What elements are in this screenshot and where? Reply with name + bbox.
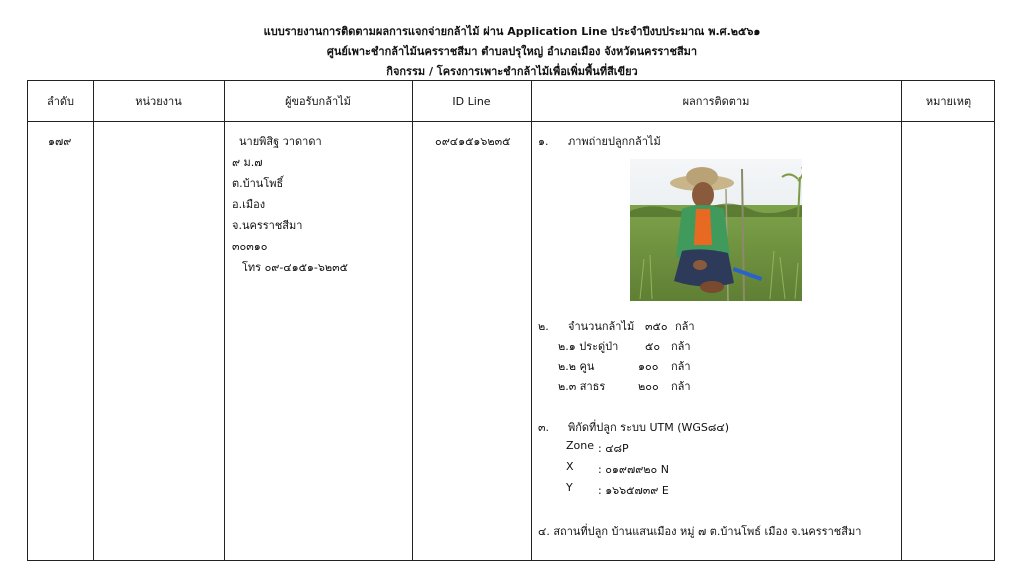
col-header-agency: หน่วยงาน xyxy=(135,95,182,108)
section-2-label: จำนวนกล้าไม้ xyxy=(568,320,635,333)
col-header-id-line: ID Line xyxy=(452,94,491,108)
column-divider xyxy=(901,81,902,560)
report-subtitle-activity: กิจกรรม / โครงการเพาะชำกล้าไม้เพื่อเพิ่มพื้นที่สีเขียว xyxy=(386,65,638,78)
utm-y-label: Y xyxy=(566,481,573,494)
utm-x-label: X xyxy=(566,460,574,473)
section-3-number: ๓. xyxy=(538,421,550,434)
utm-zone-value: : ๔๘P xyxy=(598,442,629,455)
col-header-index: ลำดับ xyxy=(46,95,75,108)
id-line-value: ๐๙๔๑๕๑๖๒๓๕ xyxy=(435,135,511,148)
utm-y-value: : ๑๖๖๕๗๓๙ E xyxy=(598,484,669,497)
report-title: แบบรายงานการติดตามผลการแจกจ่ายกล้าไม้ ผ่าน Application Line ประจำปีงบประมาณ พ.ศ.๒๕๖๑ xyxy=(263,25,761,38)
column-divider xyxy=(224,81,225,560)
utm-x-value: : ๐๑๙๗๙๒๐ N xyxy=(598,463,669,476)
section-2-number: ๒. xyxy=(538,320,549,333)
seedling-item-qty: ๑๐๐ xyxy=(638,360,659,373)
row-index: ๑๗๙ xyxy=(48,135,72,148)
seedling-item-qty: ๒๐๐ xyxy=(638,380,659,393)
col-header-remark: หมายเหตุ xyxy=(925,95,972,108)
recipient-address-line: จ.นครราชสีมา xyxy=(232,219,303,232)
recipient-phone: โทร ๐๙-๔๑๕๑-๖๒๓๕ xyxy=(242,261,348,274)
seedling-item-name: ๒.๓ สาธร xyxy=(558,380,606,393)
planting-photo xyxy=(630,159,802,301)
recipient-address-line: ต.บ้านโพธิ์ xyxy=(232,177,284,190)
recipient-address-line: ๙ ม.๗ xyxy=(232,156,263,169)
seedling-item-qty: ๕๐ xyxy=(645,340,661,353)
seedling-item-unit: กล้า xyxy=(671,340,691,353)
col-header-recipient: ผู้ขอรับกล้าไม้ xyxy=(285,95,351,108)
section-2-unit: กล้า xyxy=(675,320,695,333)
recipient-name: นายพิสิฐ วาดาดา xyxy=(239,135,322,148)
seedling-item-name: ๒.๒ คูน xyxy=(558,360,595,373)
section-2-total: ๓๕๐ xyxy=(645,320,668,333)
recipient-postcode: ๓๐๓๑๐ xyxy=(232,240,268,253)
seedling-item-unit: กล้า xyxy=(671,360,691,373)
report-subtitle-center: ศูนย์เพาะชำกล้าไม้นครราชสีมา ตำบลปรุใหญ่ อำเภอเมือง จังหวัดนครราชสีมา xyxy=(326,45,698,58)
section-4-location: ๔. สถานที่ปลูก บ้านแสนเมือง หมู่ ๗ ต.บ้านโพธ์ เมือง จ.นครราชสีมา xyxy=(538,525,862,538)
col-header-result: ผลการติดตาม xyxy=(682,95,750,108)
report-table xyxy=(27,80,995,561)
column-divider xyxy=(412,81,413,560)
section-1-label: ภาพถ่ายปลูกกล้าไม้ xyxy=(568,135,661,148)
recipient-address-line: อ.เมือง xyxy=(232,198,266,211)
section-1-number: ๑. xyxy=(538,135,549,148)
utm-zone-label: Zone xyxy=(566,439,595,452)
seedling-item-unit: กล้า xyxy=(671,380,691,393)
column-divider xyxy=(531,81,532,560)
seedling-item-name: ๒.๑ ประดู่ป่า xyxy=(558,340,619,353)
section-3-label: พิกัดที่ปลูก ระบบ UTM (WGS๘๔) xyxy=(568,421,729,434)
column-divider xyxy=(93,81,94,560)
header-divider xyxy=(28,121,994,122)
